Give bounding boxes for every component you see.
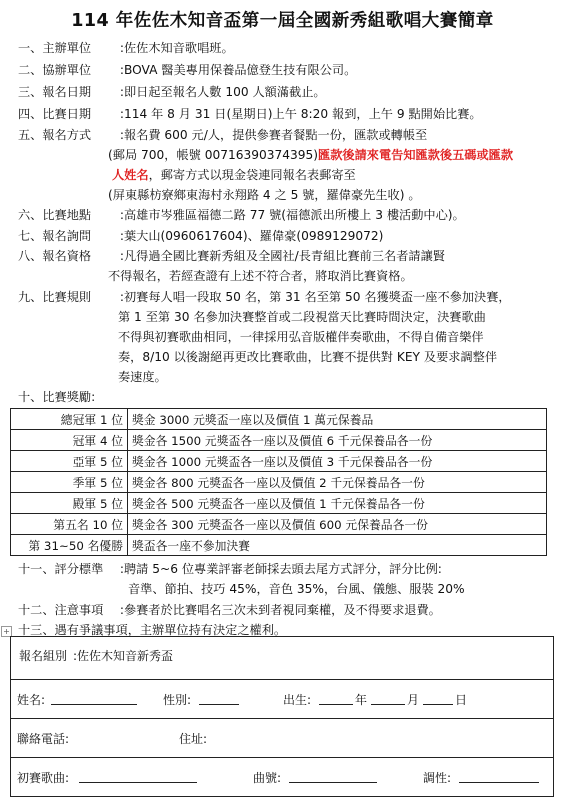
rules-line: [118, 348, 497, 367]
section-eligibility: [18, 248, 445, 265]
address-label: 住址:: [179, 732, 208, 746]
rules-text: 不得與初賽歌曲相同，一律採用弘音版權伴奏歌曲，不得自備音樂伴: [118, 330, 484, 344]
rules-text: 第 1 至第 30 名參加決賽整首或二段視當天比賽時間決定，決賽歌曲: [118, 310, 486, 324]
section-label: 三、報名日期: [18, 85, 92, 99]
prize-reward: 獎盃各一座不參加決賽: [128, 535, 547, 556]
document-title: 114 年佐佐木知音盃第一屆全國新秀組歌唱大賽簡章: [71, 11, 494, 31]
section-label: 九、比賽規則: [18, 290, 92, 304]
section-value: :聘請 5~6 位專業評審老師採去頭去尾方式評分，評分比例:: [119, 562, 442, 576]
prize-row: [11, 535, 547, 556]
prize-row: [11, 451, 547, 472]
prize-rank: 亞軍 5 位: [11, 451, 128, 472]
section-inquiry: [18, 228, 383, 245]
prize-table: [10, 408, 547, 556]
prize-row: [11, 514, 547, 535]
mail-method: ，郵寄方式以現金袋連同報名表郵寄至: [148, 168, 356, 182]
section-value: :BOVA 醫美專用保養品億登生技有限公司。: [119, 63, 357, 77]
gender-field[interactable]: [199, 690, 239, 705]
registration-form: [10, 636, 554, 797]
section-label: 十一、評分標準: [18, 562, 104, 576]
song-number-field[interactable]: [289, 768, 377, 783]
section-label: 二、協辦單位: [18, 63, 92, 77]
prize-reward: 獎金各 300 元獎盃各一座以及價值 600 元保養品各一份: [128, 514, 547, 535]
gender-label: 性別:: [163, 693, 192, 707]
prize-reward: 獎金 3000 元獎盃一座以及價值 1 萬元保養品: [128, 409, 547, 430]
section-label: 七、報名詢問: [18, 229, 92, 243]
section-label: 六、比賽地點: [18, 208, 92, 222]
section-scoring: [18, 561, 442, 578]
prize-rank: 冠軍 4 位: [11, 430, 128, 451]
prize-rank: 季軍 5 位: [11, 472, 128, 493]
section-value: :佐佐木知音歌唱班。: [119, 41, 234, 55]
prize-row: [11, 409, 547, 430]
composer-label: 曲號:: [253, 771, 282, 785]
mail-address: (屏東縣枋寮鄉東海村永翔路 4 之 5 號，羅偉豪先生收) 。: [108, 188, 421, 202]
form-row-contact: [11, 719, 553, 758]
birth-label: 出生:: [283, 693, 312, 707]
section-label: 十三、遇有爭議事項: [18, 623, 128, 637]
month-label: 月: [407, 693, 420, 707]
prize-rank: 第五名 10 位: [11, 514, 128, 535]
notice-red: 匯款後請來電告知匯款後五碼或匯款: [318, 148, 514, 162]
section-label: 五、報名方式: [18, 128, 92, 142]
group-label: 報名組別: [19, 649, 68, 663]
section-label: 十、比賽獎勵:: [18, 390, 96, 404]
form-row-personal: [11, 680, 553, 719]
birth-month-field[interactable]: [371, 690, 405, 705]
section-registration-method: [18, 127, 427, 144]
section-rules: [18, 289, 511, 306]
scoring-line: [128, 580, 465, 599]
section-value: :參賽者於比賽唱名三次未到者視同棄權，及不得要求退費。: [119, 603, 441, 617]
rules-text: 奏，8/10 以後謝絕再更改比賽歌曲，比賽不提供對 KEY 及要求調整伴: [118, 350, 498, 364]
day-label: 日: [455, 693, 468, 707]
prize-reward: 獎金各 1000 元獎盃各一座以及價值 3 千元保養品各一份: [128, 451, 547, 472]
registration-method-line: [112, 166, 356, 185]
key-label: 調性:: [423, 771, 452, 785]
section-value: :葉大山(0960617604)、羅偉豪(0989129072): [119, 229, 384, 243]
section-value: :114 年 8 月 31 日(星期日)上午 8:20 報到，上午 9 點開始比賽。: [119, 107, 482, 121]
prize-rank: 第 31~50 名優勝: [11, 535, 128, 556]
section-notes: [18, 602, 441, 619]
prize-row: [11, 472, 547, 493]
rules-text: 奏速度。: [118, 370, 167, 384]
section-co-organizer: [18, 62, 356, 79]
section-label: 八、報名資格: [18, 249, 92, 263]
section-label: 一、主辦單位: [18, 41, 92, 55]
song-field[interactable]: [79, 768, 197, 783]
phone-label: 聯絡電話:: [17, 732, 70, 746]
scoring-text: 音準、節拍、技巧 45%，音色 35%，台風、儀態、服裝 20%: [128, 582, 465, 596]
rules-line: [118, 308, 486, 327]
section-awards: [18, 389, 95, 406]
section-value: ，主辦單位持有決定之權利。: [127, 623, 287, 637]
prize-reward: 獎金各 1500 元獎盃各一座以及價值 6 千元保養品各一份: [128, 430, 547, 451]
form-row-group: [11, 637, 553, 680]
form-row-song: [11, 758, 553, 796]
section-label: 四、比賽日期: [18, 107, 92, 121]
key-field[interactable]: [459, 768, 539, 783]
birth-year-field[interactable]: [319, 690, 353, 705]
name-field[interactable]: [51, 690, 137, 705]
year-label: 年: [355, 693, 368, 707]
name-label: 姓名:: [17, 693, 46, 707]
eligibility-line: [108, 267, 413, 286]
birth-day-field[interactable]: [423, 690, 453, 705]
prize-rank: 殿軍 5 位: [11, 493, 128, 514]
section-label: 十二、注意事項: [18, 603, 104, 617]
registration-method-line: [108, 146, 513, 165]
section-value: :即日起至報名人數 100 人額滿截止。: [119, 85, 326, 99]
registration-method-line: [108, 186, 421, 205]
rules-line: [118, 328, 484, 347]
section-organizer: [18, 40, 234, 57]
table-move-handle-icon[interactable]: +: [1, 626, 12, 637]
prize-rank: 總冠軍 1 位: [11, 409, 128, 430]
prize-reward: 獎金各 800 元獎盃各一座以及價值 2 千元保養品各一份: [128, 472, 547, 493]
group-value: :佐佐木知音新秀盃: [73, 649, 174, 663]
section-value: :高雄市岑雅區福德二路 77 號(福德派出所樓上 3 樓活動中心)。: [119, 208, 465, 222]
section-value: :凡得過全國比賽新秀組及全國社/長青組比賽前三名者請讓賢: [119, 249, 445, 263]
section-contest-date: [18, 106, 482, 123]
eligibility-text: 不得報名，若經查證有上述不符合者，將取消比賽資格。: [108, 269, 413, 283]
prize-row: [11, 493, 547, 514]
postal-account: (郵局 700，帳號 00716390374395): [108, 148, 319, 162]
prize-reward: 獎金各 500 元獎盃各一座以及價值 1 千元保養品各一份: [128, 493, 547, 514]
rules-line: [118, 368, 167, 387]
song-label: 初賽歌曲:: [17, 771, 70, 785]
section-value: :報名費 600 元/人，提供參賽者餐點一份，匯款或轉帳至: [119, 128, 428, 142]
section-venue: [18, 207, 465, 224]
notice-red: 人姓名: [112, 168, 149, 182]
section-registration-date: [18, 84, 326, 101]
prize-row: [11, 430, 547, 451]
section-value: :初賽每人唱一段取 50 名，第 31 名至第 50 名獲獎盃一座不參加決賽，: [119, 290, 511, 304]
